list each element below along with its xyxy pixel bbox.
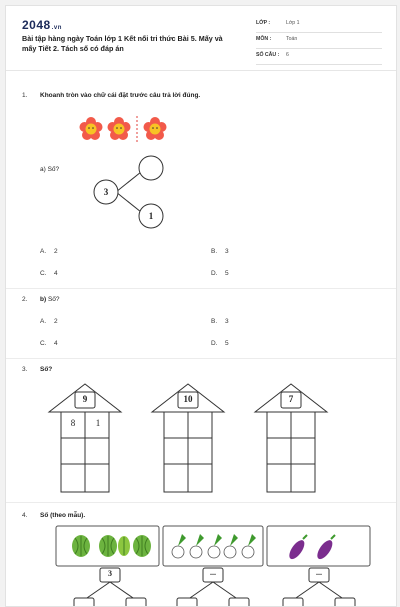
number-houses — [6, 378, 396, 496]
meta-question-count: SỐ CÂU : 6 — [256, 50, 382, 65]
worksheet-title: Bài tập hàng ngày Toán lớp 1 Kết nối tri thức Bài 5. Mấy và mấy Tiết 2. Tách số có đáp án — [22, 34, 223, 53]
vegetable-groups — [6, 522, 396, 606]
cabbage-icon — [72, 535, 90, 557]
question-3-number: 3. — [22, 366, 28, 373]
site-logo[interactable]: 2048.vn — [22, 18, 62, 32]
question-2-number: 2. — [22, 296, 28, 303]
cabbage-icon — [133, 535, 151, 557]
group-3-total-value[interactable]: ... — [316, 568, 322, 577]
group-2-total-value[interactable]: ... — [210, 568, 216, 577]
question-4-text: Số (theo mẫu). — [40, 512, 86, 519]
tree-whole-value: 3 — [103, 187, 109, 197]
q1-option-d[interactable]: D. 5 — [211, 270, 229, 277]
q2-option-a[interactable]: A. 2 — [40, 318, 58, 325]
q1-option-b[interactable]: B. 3 — [211, 248, 229, 255]
tree-part-blank-circle[interactable] — [139, 156, 163, 180]
flower-icon — [80, 117, 103, 140]
group-1-total-value: 3 — [108, 569, 112, 578]
q1-option-a[interactable]: A. 2 — [40, 248, 58, 255]
q2-option-d[interactable]: D. 5 — [211, 340, 229, 347]
question-1-number: 1. — [22, 92, 28, 99]
house-1-cell-left[interactable]: 8 — [70, 418, 76, 428]
q2-option-c[interactable]: C. 4 — [40, 340, 58, 347]
flower-icon — [108, 117, 131, 140]
meta-subject: MÔN : Toán — [256, 34, 382, 49]
meta-grade: LỚP : Lớp 1 — [256, 18, 382, 33]
cabbage-icon — [118, 536, 130, 556]
worksheet — [5, 5, 397, 607]
q1-option-c[interactable]: C. 4 — [40, 270, 58, 277]
tree-part-value: 1 — [148, 211, 154, 221]
question-4-number: 4. — [22, 512, 28, 519]
section-divider — [6, 288, 396, 289]
house-1-roof-value: 9 — [82, 394, 88, 404]
q2-option-b[interactable]: B. 3 — [211, 318, 229, 325]
question-2-text: b) Số? — [40, 296, 60, 303]
house-1-cell-right[interactable]: 1 — [95, 418, 101, 428]
cabbage-icon — [99, 535, 117, 557]
house-3-roof-value: 7 — [288, 394, 294, 404]
eggplant-group-box — [267, 526, 370, 566]
question-1-text: Khoanh tròn vào chữ cái đặt trước câu trả lời đúng. — [40, 92, 201, 99]
flowers-illustration — [76, 114, 176, 144]
section-divider — [6, 502, 396, 503]
question-1a-label: a) Số? — [40, 166, 60, 173]
worksheet-header — [6, 6, 396, 71]
section-divider — [6, 358, 396, 359]
question-3-text: Số? — [40, 366, 53, 373]
house-2-roof-value: 10 — [183, 394, 193, 404]
flower-icon — [144, 117, 167, 140]
